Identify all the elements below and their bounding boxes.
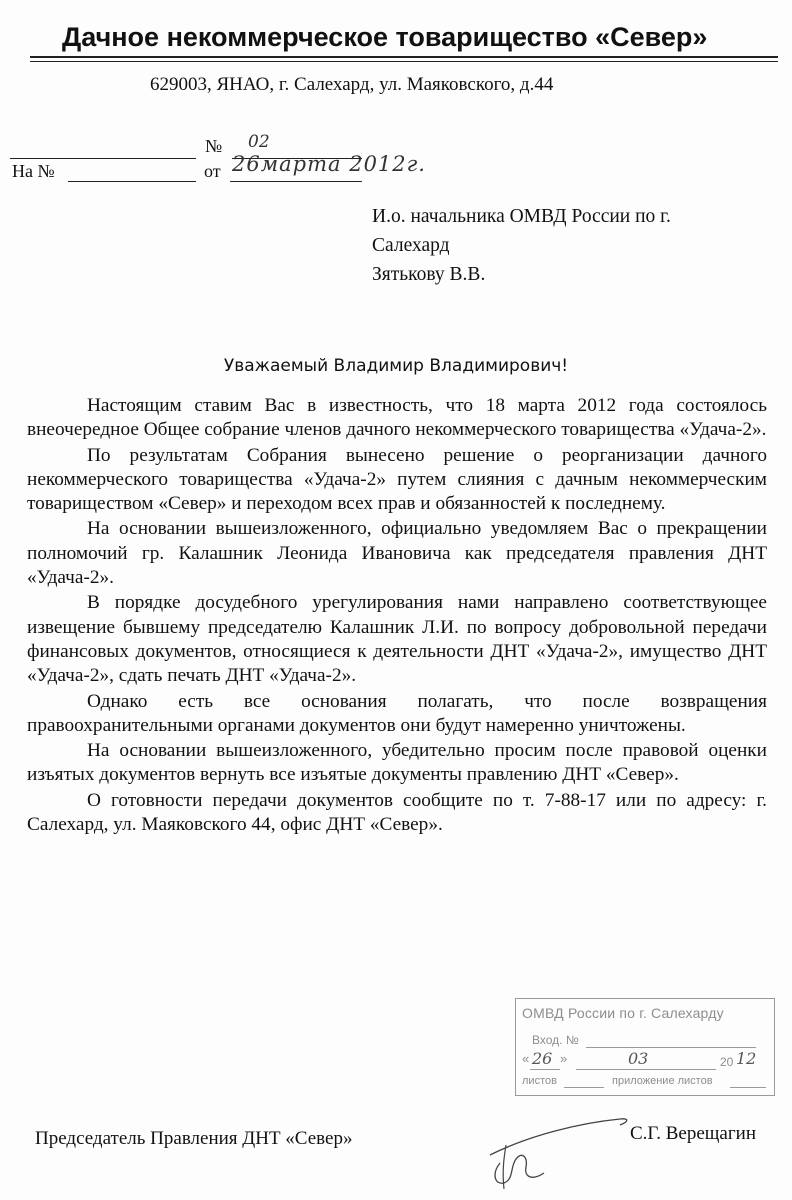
stamp-sheets-label: листов (522, 1075, 557, 1087)
addressee-block (372, 202, 772, 289)
stamp-attachment-line (730, 1087, 766, 1088)
paragraph: На основании вышеизложенного, убедительно просим после правовой оценки изъятых документов вернуть все изъятые документы правлению ДНТ «Север». (27, 740, 767, 786)
stamp-incoming-line (586, 1047, 756, 1048)
date-line (230, 181, 362, 182)
paragraph: В порядке досудебного урегулирования нами направлено соответствующее извещение бывшему председателю Калашник Л.И. по вопросу добровольной передачи финансовых документов, относящиеся к деятельности ДНТ «Удача-2», имущество ДНТ «Удача-2», сдать печать ДНТ «Удача-2». (27, 592, 767, 687)
incoming-registration-stamp (515, 998, 775, 1096)
addressee-line-3: Зятькову В.В. (372, 264, 486, 285)
stamp-handwritten-month: 03 (628, 1049, 649, 1068)
stamp-title: ОМВД России по г. Салехарду (522, 1005, 724, 1021)
paragraph: О готовности передачи документов сообщите по т. 7-88-17 или по адресу: г. Салехард, ул. Маяковского 44, офис ДНТ «Север». (27, 789, 767, 836)
organization-address: 629003, ЯНАО, г. Салехард, ул. Маяковского, д.44 (150, 74, 554, 95)
handwritten-number: 02 (248, 132, 270, 152)
stamp-quote-close: » (560, 1051, 568, 1066)
stamp-attachment-label: приложение листов (612, 1075, 713, 1087)
letterhead-rule-thin (30, 61, 778, 62)
letterhead-rule (30, 56, 778, 58)
stamp-handwritten-year: 12 (736, 1049, 757, 1068)
date-label: от (204, 161, 221, 181)
outgoing-number-line (10, 158, 196, 159)
ref-number-label: На № (12, 161, 55, 181)
handwritten-signature (470, 1085, 650, 1195)
letter-body (27, 394, 767, 838)
stamp-handwritten-day: 26 (532, 1049, 553, 1068)
handwritten-date: 26марта 2012г. (232, 152, 426, 176)
number-label: № (205, 136, 223, 156)
greeting: Уважаемый Владимир Владимирович! (223, 356, 569, 376)
stamp-month-line (576, 1069, 716, 1070)
paragraph: На основании вышеизложенного, официально уведомляем Вас о прекращении полномочий гр. Калашник Леонида Ивановича как председателя правления ДНТ «Удача-2». (27, 518, 767, 589)
stamp-day-line (530, 1069, 560, 1070)
paragraph: Однако есть все основания полагать, что после возвращения правоохранительными органами документов они будут намеренно уничтожены. (27, 690, 767, 736)
paragraph: Настоящим ставим Вас в известность, что 18 марта 2012 года состоялось внеочередное Общее собрание членов дачного некоммерческого товарищества «Удача-2». (27, 395, 767, 441)
stamp-incoming-label: Вход. № (532, 1033, 579, 1047)
paragraph: По результатам Собрания вынесено решение о реорганизации дачного некоммерческого товарищества «Удача-2» путем слияния с дачным некоммерческим товариществом «Север» и переходом всех прав и обязанностей к последнему. (27, 444, 767, 515)
organization-name: Дачное некоммерческое товарищество «Север» (62, 22, 708, 52)
stamp-year-prefix: 20 (720, 1055, 734, 1069)
ref-number-line (68, 181, 196, 182)
signatory-title: Председатель Правления ДНТ «Север» (35, 1128, 353, 1149)
stamp-quote-open: « (522, 1051, 530, 1066)
addressee-line-2: Салехард (372, 235, 450, 256)
addressee-line-1: И.о. начальника ОМВД России по г. (372, 206, 671, 227)
signatory-name: С.Г. Верещагин (630, 1123, 756, 1144)
